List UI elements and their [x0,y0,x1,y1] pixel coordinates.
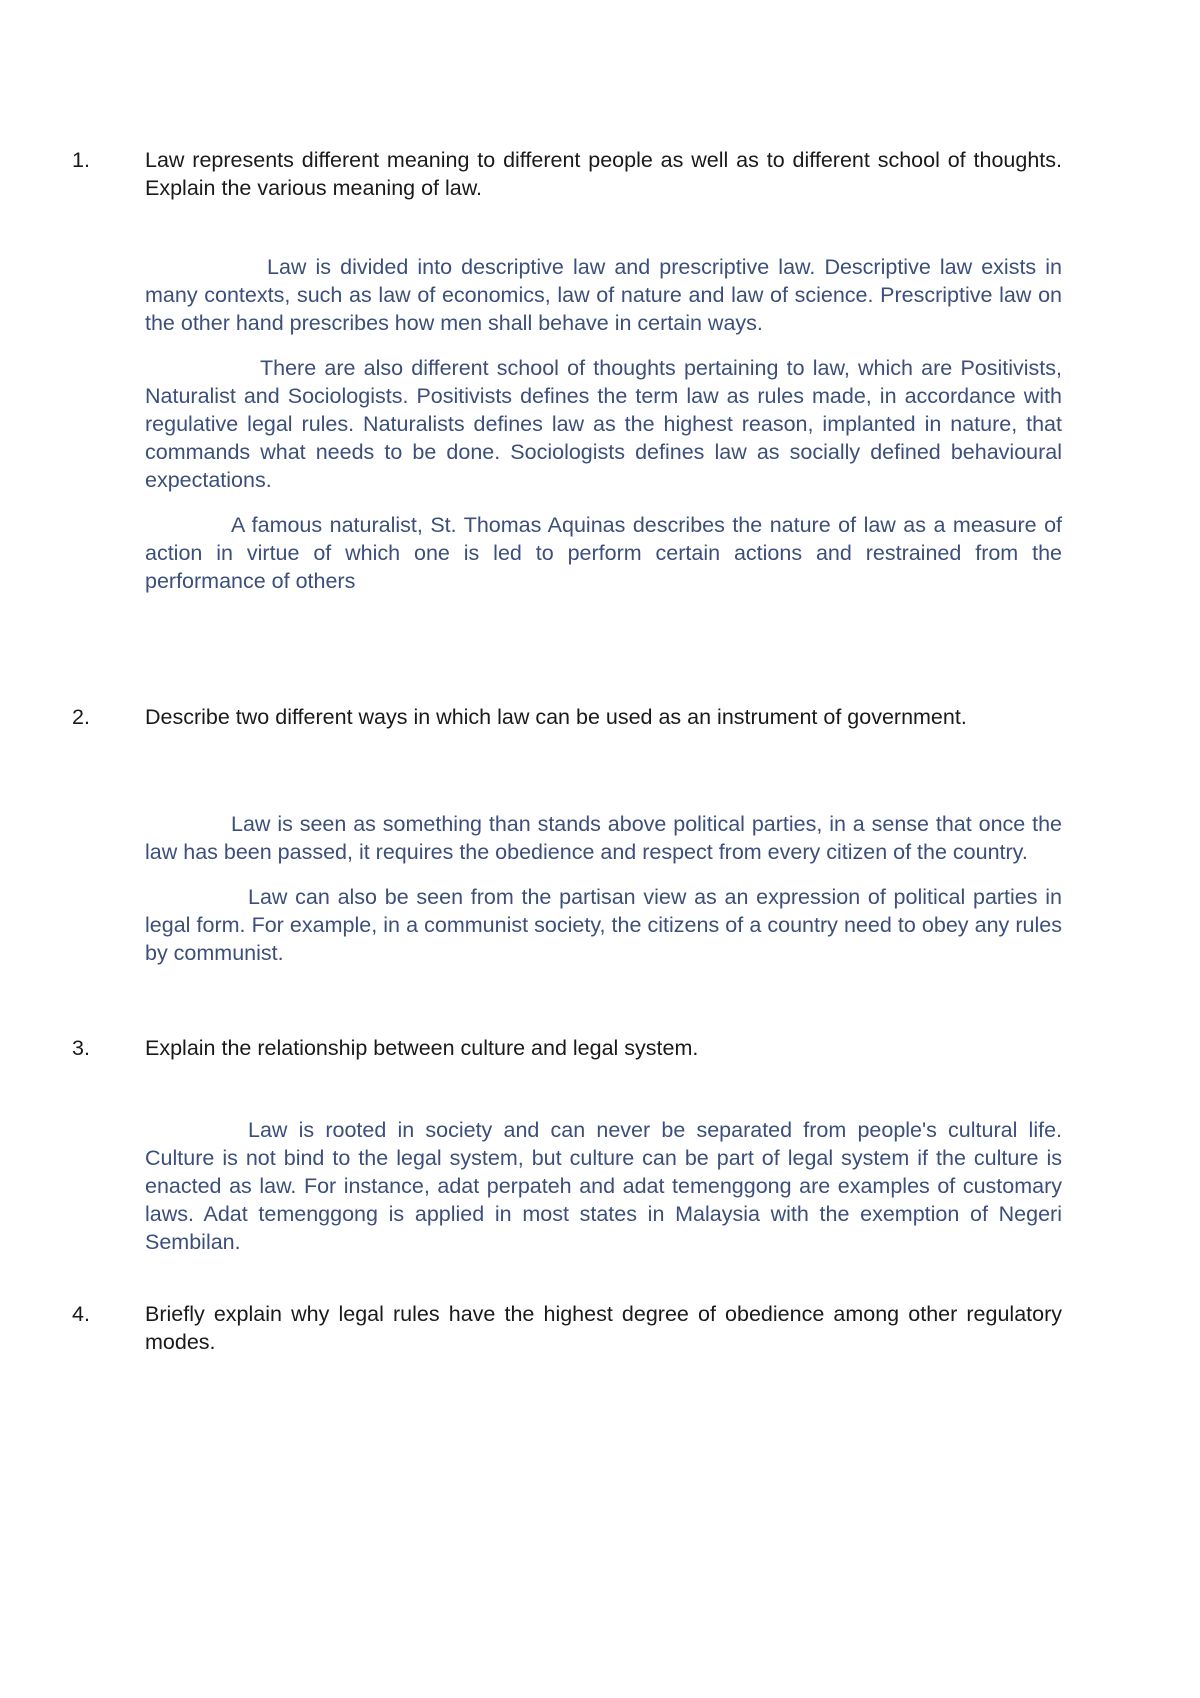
answer-1 [145,253,1062,612]
answer-paragraph: A famous naturalist, St. Thomas Aquinas describes the nature of law as a measure of action in virtue of which one is led to perform certain actions and restrained from the performance of others [145,513,1062,593]
question-text: Law represents different meaning to different people as well as to different school of thoughts. Explain the various meaning of law. [145,148,1062,200]
question-text: Describe two different ways in which law can be used as an instrument of government. [145,705,967,729]
question-1 [72,146,1062,202]
answer-paragraph: Law is seen as something than stands above political parties, in a sense that once the law has been passed, it requires the obedience and respect from every citizen of the country. [145,812,1062,864]
answer-3 [145,1116,1062,1273]
question-2 [72,703,1062,731]
answer-2 [145,810,1062,984]
answer-paragraph: Law is divided into descriptive law and prescriptive law. Descriptive law exists in many contexts, such as law of economics, law of nature and law of science. Prescriptive law on the other hand prescribes how men shall behave in certain ways. [145,255,1062,335]
question-text: Explain the relationship between culture and legal system. [145,1036,699,1060]
question-number: 3. [72,1036,90,1060]
answer-paragraph: Law is rooted in society and can never be separated from people's cultural life. Culture is not bind to the legal system, but culture can be part of legal system if the culture is enacted as law. For instance, adat perpateh and adat temenggong are examples of customary laws. Adat temenggong is applied in most states in Malaysia with the exemption of Negeri Sembilan. [145,1118,1062,1254]
answer-paragraph: Law can also be seen from the partisan view as an expression of political parties in legal form. For example, in a communist society, the citizens of a country need to obey any rules by communist. [145,885,1062,965]
question-number: 1. [72,148,90,172]
question-4 [72,1300,1062,1356]
question-3 [72,1034,1062,1062]
question-number: 4. [72,1302,90,1326]
question-text: Briefly explain why legal rules have the highest degree of obedience among other regulatory modes. [145,1302,1062,1354]
question-number: 2. [72,705,90,729]
answer-paragraph: There are also different school of thoughts pertaining to law, which are Positivists, Naturalist and Sociologists. Positivists defines the term law as rules made, in accordance with regulative legal rules. Naturalists defines law as the highest reason, implanted in nature, that commands what needs to be done. Sociologists defines law as socially defined behavioural expectations. [145,356,1062,492]
